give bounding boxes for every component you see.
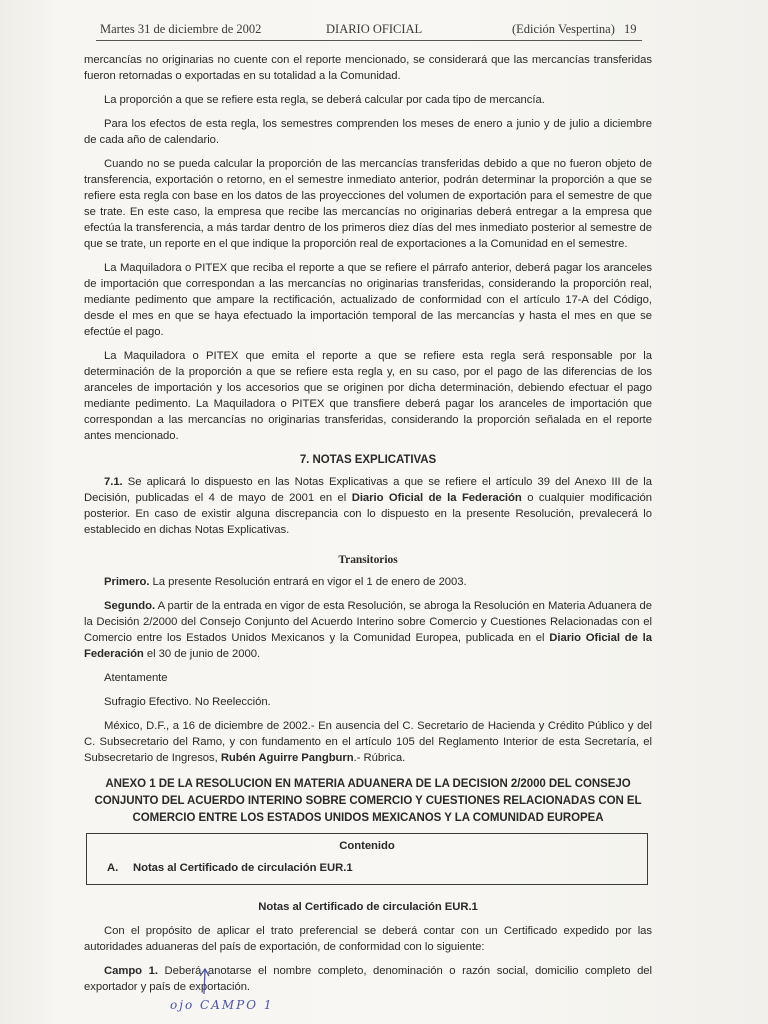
campo-text: Deberá anotarse el nombre completo, denominación o razón social, domicilio completo del exportador y país de exportación. [84,965,652,993]
signer-name: Rubén Aguirre Pangburn [220,752,354,764]
transitorio-text: La presente Resolución entrará en vigor el 1 de enero de 2003. [149,576,467,588]
header-page-number: 19 [624,22,637,36]
paragraph: Cuando no se pueda calcular la proporción de las mercancías transferidas debido a que no fueron objeto de transferencia, exportación o retorno, en el semestre inmediato anterior, podrán determinar la proporción a que se refiere esta regla con base en los datos de las proyecciones del volumen de exportación para el semestre de que se trate. En este caso, la empresa que recibe las mercancías no originarias deberá entregar a la empresa que efectúa la transferencia, a más tardar dentro de los primeros diez días del mes inmediato posterior al semestre de que se trate, un reporte en el que indique la proporción real de exportaciones a la Comunidad en el semestre. [84,158,652,250]
annex-title: ANEXO 1 DE LA RESOLUCION EN MATERIA ADUANERA DE LA DECISION 2/2000 DEL CONSEJO CONJUNTO DEL ACUERDO INTERINO SOBRE COMERCIO Y CUESTIONES RELACIONADAS CON EL COMERCIO ENTRE LOS ESTADOS UNIDOS MEXICANOS Y LA COMUNIDAD EUROPEA [94,778,642,824]
contents-item-text: Notas al Certificado de circulación EUR.1 [133,862,353,874]
closing-atentamente: Atentamente [104,672,168,684]
clause-text: Se aplicará lo dispuesto en las Notas Explicativas a que se refiere el artículo 39 del Anexo III de la Decisión, publicadas el 4 de mayo de 2001 en el [84,476,652,504]
contents-item-letter: A. [107,862,119,874]
rubrica-text: .- Rúbrica. [353,752,406,764]
transitorio-label: Segundo. [104,600,156,612]
transitorio-label: Primero. [104,576,150,588]
document-body [84,52,652,1003]
header-rule [96,40,642,41]
handwritten-annotation [160,966,340,1022]
handwritten-arrow-icon [160,966,340,1022]
transitorios-title: Transitorios [338,554,398,566]
closing-sufragio: Sufragio Efectivo. No Reelección. [104,696,271,708]
campo-label: Campo 1. [104,965,158,977]
contents-title: Contenido [339,840,395,852]
page-header [100,20,640,40]
paragraph-7-1 [84,474,652,538]
paragraph-proposito: Con el propósito de aplicar el trato preferencial se deberá contar con un Certificado expedido por las autoridades aduaneras del país de exportación, de conformidad con lo siguiente: [84,925,652,953]
handwritten-note: ojo CAMPO 1 [170,998,274,1012]
contents-item [87,860,647,876]
paragraph: La Maquiladora o PITEX que reciba el reporte a que se refiere el párrafo anterior, deberá pagar los aranceles de importación que correspondan a las mercancías no originarias transferidas, considerando la proporción real, mediante pedimento que ampare la rectificación, actualizado de conformidad con el artículo 17-A del Código, desde el mes en que se haya efectuado la importación temporal de las mercancías y hasta el mes en que se efectúe el pago. [84,262,652,338]
closing-signature-block [84,718,652,766]
clause-number: 7.1. [104,476,123,488]
header-publication-title: DIARIO OFICIAL [326,22,423,36]
header-edition: (Edición Vespertina) [512,22,615,36]
paragraph: Para los efectos de esta regla, los semestres comprenden los meses de enero a junio y de julio a diciembre de cada año de calendario. [84,118,652,146]
paragraph: mercancías no originarias no cuente con el reporte mencionado, se considerará que las mercancías transferidas fueron retornadas o exportadas en su totalidad a la Comunidad. [84,54,652,82]
transitorio-text: A partir de la entrada en vigor de esta Resolución, se abroga la Resolución en Materia Aduanera de la Decisión 2/2000 del Consejo Conjunto del Acuerdo Interino sobre Comercio y Cuestiones Relacionadas con el Comercio entre los Estados Unidos Mexicanos y la Comunidad Europea, publicada en el [84,600,652,644]
paragraph: La Maquiladora o PITEX que emita el reporte a que se refiere esta regla será responsable por la determinación de la proporción a que se refiere esta regla y, en su caso, por el pago de las diferencias de los aranceles de importación y los accesorios que se originen por dicha determinación, debiendo efectuar el pago mediante pedimento. La Maquiladora o PITEX que transfiere deberá pagar los aranceles de importación que correspondan a las mercancías no originarias transferidas, considerando la proporción señalada en el reporte antes mencionado. [84,350,652,442]
paragraph: La proporción a que se refiere esta regla, se deberá calcular por cada tipo de mercancía. [104,94,545,106]
section-title: 7. NOTAS EXPLICATIVAS [299,454,437,466]
publication-name: Diario Oficial de la Federación [351,492,522,504]
notas-title: Notas al Certificado de circulación EUR.1 [258,901,478,913]
signature-text: México, D.F., a 16 de diciembre de 2002.- En ausencia del C. Secretario de Hacienda y Crédito Público y del C. Subsecretario del Ramo, y con fundamento en el artículo 105 del Reglamento Interior de esta Secretaría, el Subsecretario de Ingresos, [84,720,652,764]
transitorio-segundo [84,598,652,662]
transitorio-text: el 30 de junio de 2000. [143,648,261,660]
publication-name: Diario Oficial de la Federación [84,632,652,660]
transitorio-primero [84,574,652,590]
contents-box [86,833,648,885]
header-date: Martes 31 de diciembre de 2002 [100,22,262,36]
clause-text: o cualquier modificación posterior. En caso de existir alguna discrepancia con lo dispuesto en la presente Resolución, prevalecerá lo establecido en dichas Notas Explicativas. [84,492,652,536]
